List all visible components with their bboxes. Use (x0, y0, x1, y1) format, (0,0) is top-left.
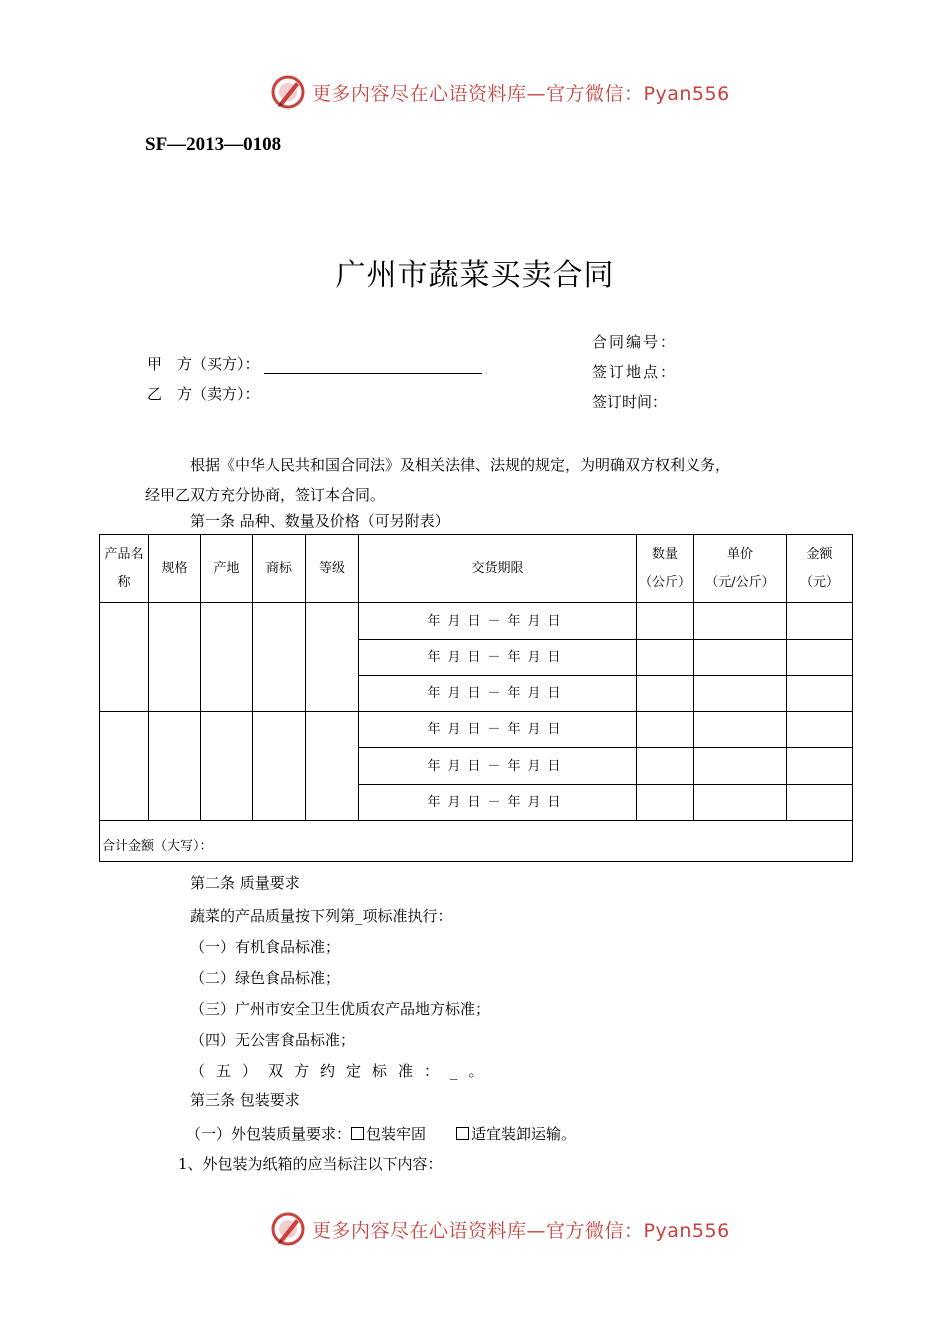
header-brand: 商标 (253, 535, 306, 603)
checkbox-sturdy[interactable] (351, 1127, 364, 1140)
sign-place-label: 签订地点： (592, 363, 678, 381)
packaging-item-1: 1、外包装为纸箱的应当标注以下内容： (178, 1155, 443, 1173)
watermark-top (270, 72, 730, 112)
page-title: 广州市蔬菜买卖合同 (335, 258, 615, 293)
intro-paragraph-line1: 根据《中华人民共和国合同法》及相关法律、法规的规定，为明确双方权利义务， (190, 456, 731, 474)
intro-paragraph-line2: 经甲乙双方充分协商，签订本合同。 (145, 486, 386, 504)
delivery-date-cell: 年月日－年月日 (359, 676, 637, 712)
table-header-row (100, 535, 853, 603)
party-a-blank-line (264, 357, 482, 374)
header-spec: 规格 (149, 535, 201, 603)
article1-heading: 第一条 品种、数量及价格（可另附表） (190, 512, 450, 530)
total-amount-label: 合计金额（大写）： (100, 821, 853, 862)
delivery-date-cell: 年月日－年月日 (359, 603, 637, 640)
table-row (100, 603, 853, 640)
quality-item: （五）双方约定标准：_。 (190, 1062, 495, 1080)
article2-heading: 第二条 质量要求 (190, 874, 300, 892)
delivery-date-cell: 年月日－年月日 (359, 785, 637, 821)
table-total-row (100, 821, 853, 862)
option-transport-label: 适宜装卸运输。 (471, 1125, 577, 1143)
header-product-name: 产品名 称 (100, 535, 149, 603)
quality-intro: 蔬菜的产品质量按下列第_项标准执行： (190, 907, 453, 925)
quality-item: （四）无公害食品标准； (190, 1031, 356, 1049)
watermark-bottom (270, 1209, 730, 1249)
delivery-date-cell: 年月日－年月日 (359, 712, 637, 748)
sign-time-label: 签订时间： (592, 393, 668, 411)
quality-item: （三）广州市安全卫生优质农产品地方标准； (190, 1000, 491, 1018)
delivery-date-cell: 年月日－年月日 (359, 640, 637, 676)
product-table (99, 534, 853, 862)
packaging-quality-line (186, 1124, 576, 1144)
document-code: SF—2013—0108 (145, 134, 282, 155)
header-unit-price: 单价 （元/公斤） (694, 535, 787, 603)
option-sturdy-label: 包装牢固 (366, 1125, 427, 1143)
party-b-label: 乙 方（卖方）： (147, 385, 260, 403)
watermark-text: 更多内容尽在心语资料库—官方微信：Pyan556 (312, 82, 730, 105)
header-quantity: 数量 （公斤） (637, 535, 694, 603)
article3-heading: 第三条 包装要求 (190, 1091, 300, 1109)
packaging-quality-label: （一）外包装质量要求： (186, 1125, 352, 1143)
quality-item: （一）有机食品标准； (190, 938, 341, 956)
table-row (100, 712, 853, 748)
party-a-row (147, 354, 482, 374)
checkbox-transport[interactable] (456, 1127, 469, 1140)
header-origin: 产地 (201, 535, 253, 603)
header-grade: 等级 (306, 535, 359, 603)
header-amount: 金额 （元） (787, 535, 853, 603)
watermark-text: 更多内容尽在心语资料库—官方微信：Pyan556 (312, 1219, 730, 1242)
party-a-label: 甲 方（买方）： (147, 355, 260, 373)
header-delivery-period: 交货期限 (359, 535, 637, 603)
quality-item: （二）绿色食品标准； (190, 969, 341, 987)
delivery-date-cell: 年月日－年月日 (359, 748, 637, 785)
pen-seal-icon (270, 1211, 306, 1247)
pen-seal-icon (270, 74, 306, 110)
contract-number-label: 合同编号： (592, 333, 678, 351)
